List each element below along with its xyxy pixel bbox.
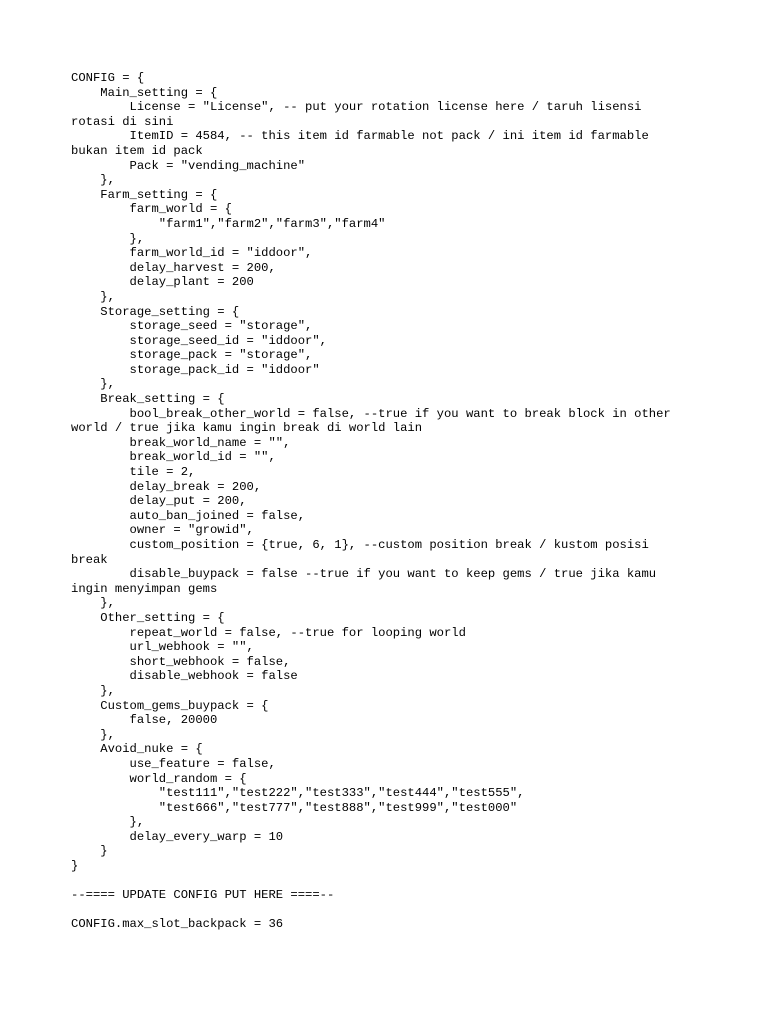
code-line: ingin menyimpan gems <box>71 581 218 596</box>
code-line: }, <box>71 596 115 611</box>
code-line: delay_break = 200, <box>71 479 262 494</box>
code-line: delay_put = 200, <box>71 494 247 509</box>
code-line: world_random = { <box>71 771 247 786</box>
code-line: rotasi di sini <box>71 114 174 129</box>
code-line: storage_seed = "storage", <box>71 319 313 334</box>
code-line: storage_seed_id = "iddoor", <box>71 333 327 348</box>
code-line: custom_position = {true, 6, 1}, --custom position break / kustom posisi <box>71 538 649 552</box>
code-line: "test666","test777","test888","test999","test000" <box>71 800 518 815</box>
code-line: CONFIG = { <box>71 71 145 85</box>
code-line: Other_setting = { <box>71 610 225 625</box>
code-line: Custom_gems_buypack = { <box>71 698 269 713</box>
code-line: delay_every_warp = 10 <box>71 829 284 844</box>
code-line: false, 20000 <box>71 713 218 728</box>
code-line: farm_world_id = "iddoor", <box>71 246 313 261</box>
code-line: Avoid_nuke = { <box>71 742 203 757</box>
code-line: }, <box>71 231 145 246</box>
code-line: License = "License", -- put your rotation license here / taruh lisensi <box>71 100 642 115</box>
config-code-block <box>71 71 701 932</box>
code-line: Break_setting = { <box>71 392 225 407</box>
code-line: CONFIG.max_slot_backpack = 36 <box>71 917 284 932</box>
code-line: }, <box>71 173 115 188</box>
code-line: bool_break_other_world = false, --true if you want to break block in other <box>71 406 671 421</box>
code-line: world / true jika kamu ingin break di world lain <box>71 421 423 436</box>
code-line: delay_harvest = 200, <box>71 260 276 275</box>
code-line: "test111","test222","test333","test444","test555", <box>71 786 525 801</box>
code-line: tile = 2, <box>71 465 196 480</box>
code-line <box>71 874 701 889</box>
code-line: Farm_setting = { <box>71 187 218 202</box>
code-line: Storage_setting = { <box>71 304 240 319</box>
code-line: disable_webhook = false <box>71 669 298 684</box>
code-line <box>71 903 701 918</box>
code-line: "farm1","farm2","farm3","farm4" <box>71 216 386 231</box>
code-line: Pack = "vending_machine" <box>71 158 306 173</box>
code-line: } <box>71 844 108 859</box>
code-line: break_world_id = "", <box>71 450 276 465</box>
code-line: }, <box>71 683 115 698</box>
code-line: }, <box>71 815 145 830</box>
code-line: disable_buypack = false --true if you want to keep gems / true jika kamu <box>71 567 657 582</box>
code-line: url_webhook = "", <box>71 640 254 655</box>
code-line: break_world_name = "", <box>71 435 291 450</box>
code-line: bukan item id pack <box>71 143 203 158</box>
code-line: owner = "growid", <box>71 523 254 538</box>
code-line: auto_ban_joined = false, <box>71 508 306 523</box>
code-line: Main_setting = { <box>71 85 218 100</box>
code-line: ItemID = 4584, -- this item id farmable not pack / ini item id farmable <box>71 129 649 144</box>
code-line: storage_pack = "storage", <box>71 348 313 363</box>
code-line: }, <box>71 289 115 304</box>
code-line: --==== UPDATE CONFIG PUT HERE ====-- <box>71 888 335 903</box>
code-line: }, <box>71 377 115 392</box>
code-line: delay_plant = 200 <box>71 275 254 290</box>
code-line: }, <box>71 727 115 742</box>
code-line: use_feature = false, <box>71 756 276 771</box>
code-line: short_webhook = false, <box>71 654 291 669</box>
code-line: farm_world = { <box>71 202 232 217</box>
code-line: storage_pack_id = "iddoor" <box>71 362 320 377</box>
code-line: } <box>71 859 79 874</box>
code-line: repeat_world = false, --true for looping world <box>71 625 466 640</box>
code-line: break <box>71 552 108 567</box>
